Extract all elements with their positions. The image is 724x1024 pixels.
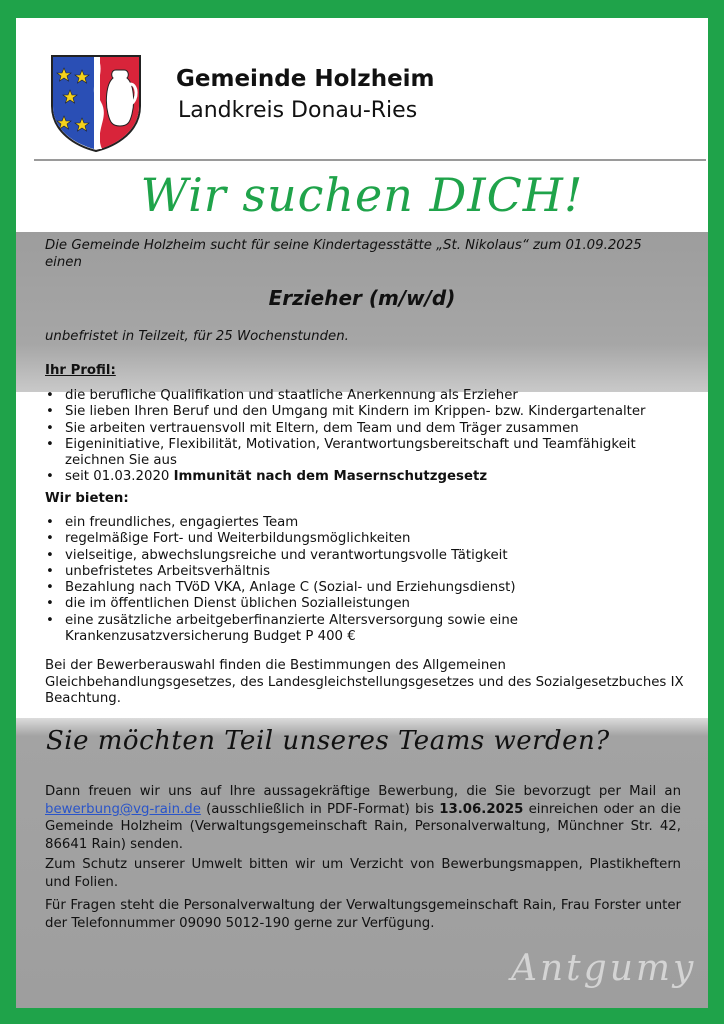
list-item: • vielseitige, abwechslungsreiche und verantwortungsvolle Tätigkeit [45,548,685,564]
list-item: • Eigeninitiative, Flexibilität, Motivation, Verantwortungsbereitschaft und Teamfähigkeit zeichnen Sie aus [45,437,685,470]
headline: Wir suchen DICH! [140,168,584,222]
profile-list [45,388,685,486]
org-district: Landkreis Donau-Ries [178,98,418,123]
list-item [45,469,685,485]
instructions-text: Dann freuen wir uns auf Ihre aussagekräftige Bewerbung, die Sie bevorzugt per Mail an [45,784,681,799]
instructions-text: einreichen oder an die Gemeinde Holzheim (Verwaltungsgemeinschaft Rain, Personalverwaltung, Münchner Str. 42, 86641 Rain) senden. [45,801,681,852]
environment-note: Zum Schutz unserer Umwelt bitten wir um Verzicht von Bewerbungsmappen, Plastikheftern und Folien. [45,857,681,890]
instructions-text: (ausschließlich in PDF-Format) bis [200,801,440,817]
coat-of-arms-logo [50,54,142,152]
header-divider [34,159,706,161]
cta-heading: Sie möchten Teil unseres Teams werden? [46,726,610,756]
employment-terms: unbefristet in Teilzeit, für 25 Wochenstunden. [45,329,349,344]
watermark: Antgumy [511,948,697,989]
email-link[interactable]: bewerbung@vg-rain.de [45,801,201,817]
profile-heading: Ihr Profil: [45,363,116,378]
list-item: • Sie arbeiten vertrauensvoll mit Eltern, dem Team und dem Träger zusammen [45,421,685,437]
job-posting-page [16,18,708,1008]
list-item: • Sie lieben Ihren Beruf und den Umgang mit Kindern im Krippen- bzw. Kindergartenalter [45,404,685,420]
list-item: • die im öffentlichen Dienst üblichen Sozialleistungen [45,596,685,612]
job-title: Erzieher (m/w/d) [268,286,456,310]
application-instructions [45,783,681,853]
header [16,18,708,168]
org-name: Gemeinde Holzheim [176,66,435,92]
intro-text: Die Gemeinde Holzheim sucht für seine Kindertagesstätte „St. Nikolaus“ zum 01.09.2025 einen [45,238,642,270]
list-item: • ein freundliches, engagiertes Team [45,515,685,531]
list-item-text: seit 01.03.2020 [65,469,174,485]
offer-list [45,515,685,645]
list-item: • eine zusätzliche arbeitgeberfinanzierte Altersversorgung sowie eine Krankenzusatzversicherung Budget P 400 € [45,613,685,646]
legal-notice: Bei der Bewerberauswahl finden die Bestimmungen des Allgemeinen Gleichbehandlungsgesetzes, des Landesgleichstellungsgesetzes und des Sozialgesetzbuches IX Beachtung. [45,658,684,706]
list-item: • Bezahlung nach TVöD VKA, Anlage C (Sozial- und Erziehungsdienst) [45,580,685,596]
contact-info: Für Fragen steht die Personalverwaltung der Verwaltungsgemeinschaft Rain, Frau Forster unter der Telefonnummer 09090 5012-190 gerne zur Verfügung. [45,898,681,931]
offer-heading: Wir bieten: [45,491,129,506]
list-item: • unbefristetes Arbeitsverhältnis [45,564,685,580]
deadline: 13.06.2025 [439,801,524,817]
list-item-emphasis: Immunität nach dem Masernschutzgesetz [173,469,488,485]
list-item: • regelmäßige Fort- und Weiterbildungsmöglichkeiten [45,531,685,547]
list-item: • die berufliche Qualifikation und staatliche Anerkennung als Erzieher [45,388,685,404]
